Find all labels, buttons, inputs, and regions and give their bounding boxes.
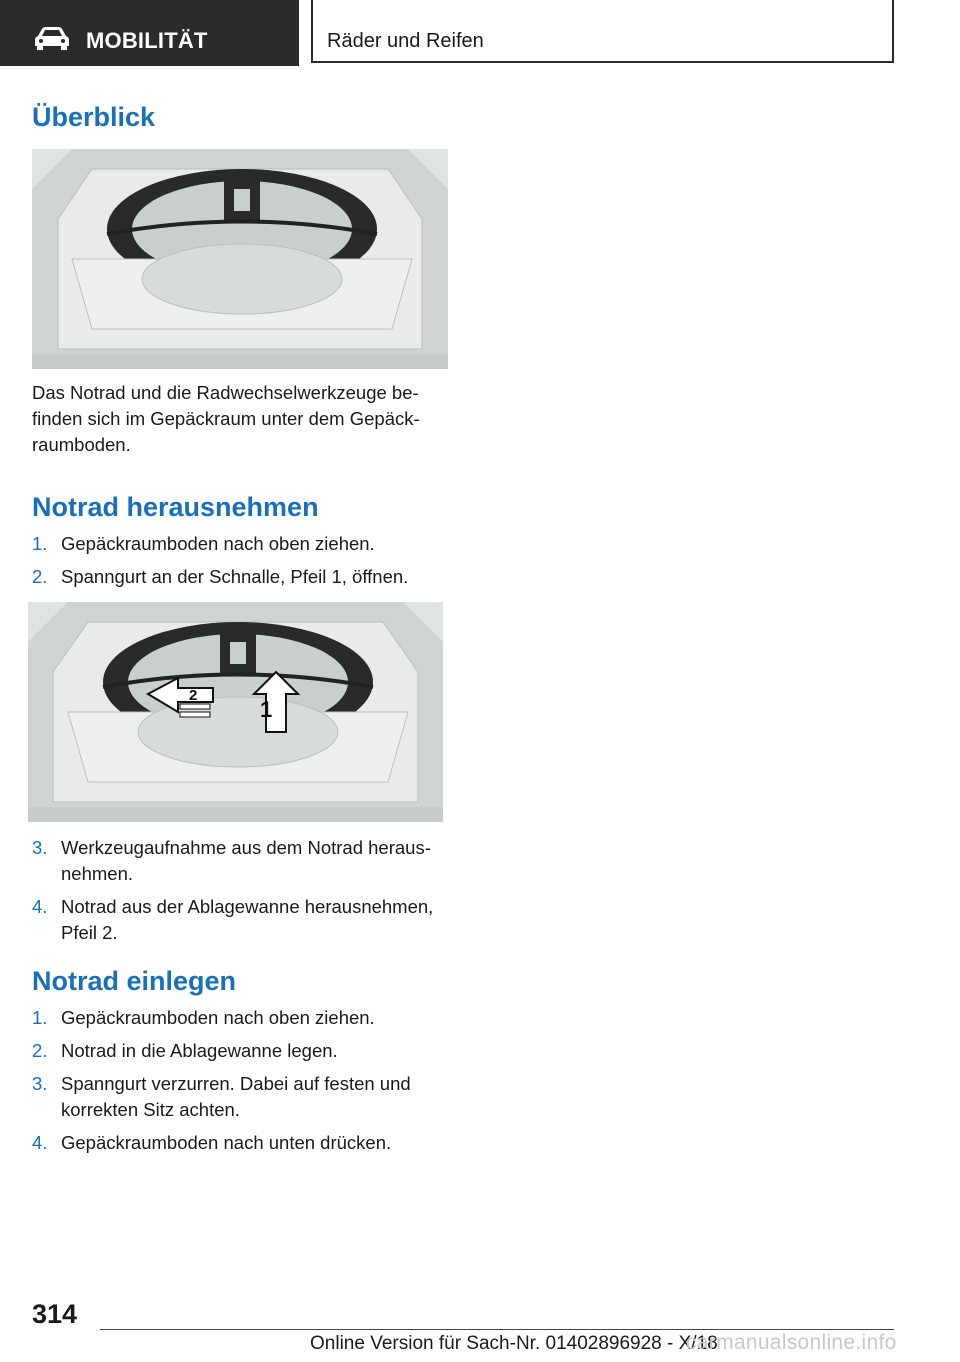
trunk-figure-overview [32,149,448,369]
footer-divider [100,1329,894,1330]
list-item [32,835,452,887]
step-number: 4. [32,896,48,917]
arrow-1-label: 1 [260,697,273,722]
section-label: MOBILITÄT [86,28,208,53]
remove-steps-b [32,835,452,953]
list-item [32,1038,452,1064]
step-number: 3. [32,837,48,858]
list-item [32,1005,452,1031]
overview-text: Das Notrad und die Radwechselwerkzeuge be-finden sich im Gepäckraum unter dem Gepäck-raumboden. [32,382,420,455]
step-text: Notrad aus der Ablagewanne herausnehmen, Pfeil 2. [61,896,434,943]
step-number: 1. [32,533,48,554]
step-text: Gepäckraumboden nach oben ziehen. [61,533,375,554]
step-text: Werkzeugaufnahme aus dem Notrad heraus-nehmen. [61,837,431,884]
list-item [32,894,452,946]
header-section-tab [0,0,299,66]
step-number: 2. [32,566,48,587]
list-item [32,531,452,557]
trunk-illustration-arrows [28,602,443,822]
list-item [32,1071,452,1123]
step-text: Spanngurt an der Schnalle, Pfeil 1, öffnen. [61,566,409,587]
header-chapter-box [311,0,894,63]
insert-steps [32,1005,452,1163]
remove-heading: Notrad herausnehmen [32,492,319,522]
step-text: Gepäckraumboden nach oben ziehen. [61,1007,375,1028]
step-number: 1. [32,1007,48,1028]
step-text: Spanngurt verzurren. Dabei auf festen und korrekten Sitz achten. [61,1073,411,1120]
arrow-2-label: 2 [189,687,198,704]
step-text: Notrad in die Ablagewanne legen. [61,1040,338,1061]
insert-heading: Notrad einlegen [32,966,237,996]
step-text: Gepäckraumboden nach unten drücken. [61,1132,392,1153]
step-number: 2. [32,1040,48,1061]
footer-version-text: Online Version für Sach-Nr. 01402896928 - X/18 [310,1333,718,1354]
list-item [32,564,452,590]
trunk-illustration [32,149,448,369]
watermark: carmanualsonline.info [686,1331,897,1354]
step-number: 3. [32,1073,48,1094]
chapter-label: Räder und Reifen [327,30,484,52]
overview-heading: Überblick [32,102,156,132]
page-number: 314 [32,1299,78,1329]
trunk-figure-arrows [28,602,443,822]
step-number: 4. [32,1132,48,1153]
car-icon [34,26,70,50]
list-item [32,1130,452,1156]
remove-steps-a [32,531,452,597]
